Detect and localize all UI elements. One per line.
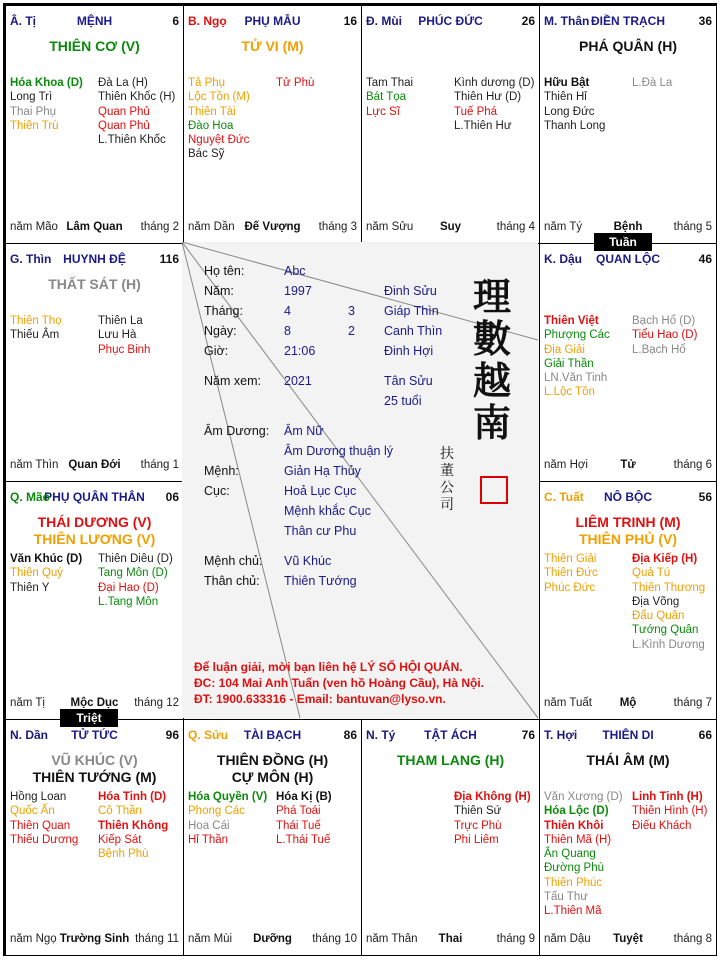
minor-star: Hóa Kị (B) bbox=[276, 791, 332, 803]
label-than-chu: Thân chủ: bbox=[204, 574, 260, 588]
footer-month: tháng 10 bbox=[312, 933, 357, 945]
contact-line-1: Để luận giải, mời bạn liên hệ LÝ SỐ HỘI QUÁN. bbox=[194, 660, 463, 674]
palace-name: TÀI BẠCH bbox=[243, 728, 302, 742]
minor-stars-left bbox=[188, 790, 267, 847]
palace-mui bbox=[361, 5, 540, 244]
value-menh: Giản Hạ Thủy bbox=[284, 464, 361, 478]
minor-star: Thanh Long bbox=[544, 119, 606, 132]
minor-star: Thiên Hư (D) bbox=[454, 91, 522, 104]
minor-stars-left bbox=[544, 552, 598, 595]
minor-star: L.Đà La bbox=[632, 77, 673, 89]
footer-month: tháng 5 bbox=[673, 221, 712, 233]
footer-year: năm Dậu bbox=[544, 933, 591, 945]
contact-line-3: ĐT: 1900.633316 - Email: bantuvan@lyso.vn. bbox=[194, 692, 446, 706]
minor-stars-right bbox=[454, 790, 531, 847]
palace-name: TỬ TỨC bbox=[71, 728, 118, 742]
value-thang: 4 bbox=[284, 304, 291, 318]
minor-star: Thiên Hình (H) bbox=[632, 805, 708, 818]
minor-stars-left bbox=[10, 790, 78, 847]
minor-star: Lộc Tồn (M) bbox=[188, 91, 250, 104]
minor-stars-right bbox=[98, 76, 175, 147]
footer-month: tháng 4 bbox=[496, 221, 535, 233]
footer-status: Tuyệt bbox=[613, 933, 643, 945]
main-stars bbox=[362, 752, 539, 769]
palace-branch: Â. Tị bbox=[10, 14, 36, 28]
label-ho-ten: Họ tên: bbox=[204, 264, 245, 278]
main-star: PHÁ QUÂN (H) bbox=[579, 38, 677, 54]
minor-star: Nguyệt Đức bbox=[188, 134, 250, 147]
palace-branch: K. Dậu bbox=[544, 252, 583, 266]
minor-star: Linh Tinh (H) bbox=[632, 791, 703, 803]
footer-status: Trường Sinh bbox=[59, 933, 130, 945]
minor-stars-left bbox=[544, 790, 623, 919]
minor-star: L.Thiên Mã bbox=[544, 905, 602, 918]
palace-tuat bbox=[539, 481, 717, 720]
minor-star: Thiên Y bbox=[10, 581, 50, 594]
minor-star: Thiên Quan bbox=[10, 819, 71, 832]
minor-stars-right bbox=[632, 790, 707, 833]
footer-status: Lâm Quan bbox=[66, 221, 123, 233]
main-stars bbox=[6, 752, 183, 786]
palace-branch: M. Thân bbox=[544, 14, 590, 28]
value-tuoi: 25 tuổi bbox=[384, 394, 422, 408]
palace-header bbox=[10, 252, 179, 268]
palace-branch: N. Tý bbox=[366, 728, 396, 742]
main-stars bbox=[184, 752, 361, 786]
calligraphy-text: 理數越南 bbox=[472, 274, 511, 445]
minor-star: Long Đức bbox=[544, 105, 595, 118]
minor-star: Bát Tọa bbox=[366, 91, 407, 104]
palace-major-period: 46 bbox=[698, 252, 712, 266]
value-gio-can-chi: Đinh Hợi bbox=[384, 344, 434, 358]
main-star: THÁI ÂM (M) bbox=[586, 752, 670, 768]
palace-header bbox=[544, 728, 712, 744]
minor-star: Quan Phủ bbox=[98, 119, 150, 132]
palace-footer bbox=[10, 459, 179, 473]
footer-year: năm Tý bbox=[544, 221, 583, 233]
palace-ty2 bbox=[361, 719, 540, 956]
minor-star: Tấu Thư bbox=[544, 891, 588, 904]
minor-star: Lực Sĩ bbox=[366, 105, 400, 118]
palace-header bbox=[366, 728, 535, 744]
main-stars bbox=[184, 38, 361, 55]
minor-stars-right bbox=[276, 76, 314, 90]
minor-star: Quan Phủ bbox=[98, 105, 150, 118]
minor-stars-left bbox=[366, 76, 413, 119]
palace-ty bbox=[5, 5, 184, 244]
minor-star: Tử Phù bbox=[276, 77, 315, 89]
palace-footer bbox=[544, 933, 712, 947]
main-stars bbox=[540, 752, 716, 769]
value-am-duong-2: Âm Dương thuận lý bbox=[284, 444, 393, 458]
footer-year: năm Tuất bbox=[544, 697, 592, 709]
minor-star: Phượng Các bbox=[544, 329, 610, 342]
minor-stars-left bbox=[10, 76, 83, 133]
palace-branch: Q. Mão bbox=[10, 490, 51, 504]
minor-star: Hồng Loan bbox=[10, 791, 67, 803]
footer-year: năm Ngọ bbox=[10, 933, 57, 945]
minor-star: Thiên Khốc (H) bbox=[98, 91, 176, 104]
palace-name: THIÊN DI bbox=[602, 728, 654, 742]
minor-star: Bạch Hổ (D) bbox=[632, 315, 696, 327]
minor-star: Giải Thần bbox=[544, 357, 594, 370]
minor-star: Thiên Phúc bbox=[544, 876, 603, 889]
palace-name: TẬT ÁCH bbox=[424, 728, 477, 742]
minor-star: Thiên Không bbox=[98, 819, 169, 832]
label-ngay: Ngày: bbox=[204, 324, 237, 338]
minor-star: Phá Toái bbox=[276, 805, 321, 818]
minor-star: Thiên Thương bbox=[632, 581, 706, 594]
minor-star: L.Kình Dương bbox=[632, 638, 705, 651]
palace-hoi bbox=[539, 719, 717, 956]
minor-star: Hóa Tinh (D) bbox=[98, 791, 167, 803]
minor-star: L.Bạch Hổ bbox=[632, 343, 686, 356]
palace-name: PHÚC ĐỨC bbox=[418, 14, 483, 28]
palace-name: MỆNH bbox=[76, 14, 113, 28]
footer-status: Dưỡng bbox=[253, 933, 292, 945]
palace-header bbox=[10, 490, 179, 506]
minor-star: Thiên Trù bbox=[10, 119, 59, 132]
label-am-duong: Âm Dương: bbox=[204, 424, 270, 438]
palace-name: QUAN LỘC bbox=[596, 252, 660, 266]
palace-name: PHỤ QUÂN THÂN bbox=[44, 490, 145, 504]
footer-month: tháng 3 bbox=[318, 221, 357, 233]
palace-name: HUYNH ĐỆ bbox=[63, 252, 126, 266]
minor-star: Kiếp Sát bbox=[98, 833, 142, 846]
minor-star: Tang Môn (D) bbox=[98, 567, 168, 580]
palace-branch: Q. Sửu bbox=[188, 728, 229, 742]
minor-star: Tướng Quân bbox=[632, 624, 699, 637]
footer-year: năm Tị bbox=[10, 697, 45, 709]
palace-header bbox=[544, 14, 712, 30]
minor-star: Điếu Khách bbox=[632, 819, 692, 832]
minor-star: Hữu Bật bbox=[544, 77, 590, 89]
palace-thin bbox=[5, 243, 184, 482]
minor-star: Địa Không (H) bbox=[454, 791, 531, 803]
minor-star: L.Tang Môn bbox=[98, 595, 159, 608]
palace-name: ĐIỀN TRẠCH bbox=[591, 14, 665, 28]
minor-stars-right bbox=[276, 790, 332, 847]
minor-star: Địa Võng bbox=[632, 595, 680, 608]
contact-line-2: ĐC: 104 Mai Anh Tuấn (ven hồ Hoàng Cầu), Hà Nội. bbox=[194, 676, 485, 690]
minor-star: Thiên Hỉ bbox=[544, 91, 587, 104]
value-am-duong: Âm Nữ bbox=[284, 424, 324, 438]
value-ngay-can-chi: Canh Thìn bbox=[384, 324, 443, 338]
label-cuc: Cục: bbox=[204, 484, 230, 498]
palace-major-period: 66 bbox=[698, 728, 712, 742]
palace-footer bbox=[544, 697, 712, 711]
palace-branch: T. Hợi bbox=[544, 728, 578, 742]
minor-star: Phục Binh bbox=[98, 343, 151, 356]
minor-stars-right bbox=[632, 76, 672, 90]
label-gio: Giờ: bbox=[204, 344, 229, 358]
main-stars bbox=[6, 38, 183, 55]
minor-stars-left bbox=[10, 314, 62, 343]
triet-marker: Triệt bbox=[60, 709, 118, 727]
value-gio: 21:06 bbox=[284, 344, 316, 358]
minor-star: Thai Phụ bbox=[10, 105, 57, 118]
minor-star: Hỉ Thần bbox=[188, 833, 229, 846]
minor-star: Thái Tuế bbox=[276, 819, 321, 832]
minor-star: Văn Khúc (D) bbox=[10, 553, 83, 565]
footer-month: tháng 12 bbox=[134, 697, 179, 709]
main-stars bbox=[540, 514, 716, 548]
label-menh-chu: Mệnh chủ: bbox=[204, 554, 263, 568]
main-star: CỰ MÔN (H) bbox=[231, 769, 314, 785]
palace-header bbox=[188, 728, 357, 744]
palace-footer bbox=[188, 221, 357, 235]
palace-branch: Đ. Mùi bbox=[366, 14, 402, 28]
minor-star: Phi Liêm bbox=[454, 833, 499, 846]
palace-major-period: 6 bbox=[172, 14, 179, 28]
palace-than bbox=[539, 5, 717, 244]
minor-star: Kình dương (D) bbox=[454, 77, 535, 89]
palace-header bbox=[10, 14, 179, 30]
palace-branch: C. Tuất bbox=[544, 490, 584, 504]
minor-star: Bệnh Phù bbox=[98, 848, 149, 861]
minor-star: L.Thiên Khốc bbox=[98, 134, 166, 147]
footer-month: tháng 7 bbox=[673, 697, 712, 709]
minor-star: Thiên La bbox=[98, 315, 143, 327]
main-stars bbox=[6, 276, 183, 293]
red-seal-stamp bbox=[480, 476, 508, 504]
value-cuc-2: Mệnh khắc Cục bbox=[284, 504, 371, 518]
palace-major-period: 76 bbox=[521, 728, 535, 742]
footer-year: năm Mùi bbox=[188, 933, 233, 945]
minor-star: Phong Các bbox=[188, 805, 245, 818]
minor-stars-right bbox=[98, 314, 150, 357]
minor-star: Ân Quang bbox=[544, 848, 596, 861]
footer-status: Mộc Dục bbox=[70, 697, 119, 709]
palace-header bbox=[544, 490, 712, 506]
main-star: THIÊN CƠ (V) bbox=[49, 38, 140, 54]
minor-star: Thiên Việt bbox=[544, 315, 599, 327]
palace-mao bbox=[5, 481, 184, 720]
minor-star: Thiên Khôi bbox=[544, 819, 604, 832]
palace-major-period: 56 bbox=[698, 490, 712, 504]
footer-status: Mộ bbox=[619, 697, 637, 709]
minor-star: L.Thái Tuế bbox=[276, 833, 331, 846]
footer-month: tháng 11 bbox=[135, 933, 179, 945]
minor-star: Hóa Quyền (V) bbox=[188, 791, 268, 803]
value-nam-xem-can-chi: Tân Sửu bbox=[384, 374, 433, 388]
palace-branch: N. Dần bbox=[10, 728, 49, 742]
palace-footer bbox=[544, 459, 712, 473]
palace-major-period: 36 bbox=[698, 14, 712, 28]
minor-star: Thiên Đức bbox=[544, 567, 598, 580]
minor-star: Lưu Hà bbox=[98, 329, 137, 342]
minor-star: L.Thiên Hư bbox=[454, 119, 512, 132]
palace-dau bbox=[539, 243, 717, 482]
label-nam: Năm: bbox=[204, 284, 234, 298]
center-info-panel bbox=[182, 242, 538, 718]
main-star: THAM LANG (H) bbox=[396, 752, 505, 768]
main-star: THIÊN ĐỒNG (H) bbox=[216, 752, 329, 768]
minor-star: Thiếu Âm bbox=[10, 329, 60, 342]
minor-star: L.Lộc Tồn bbox=[544, 386, 595, 399]
minor-star: Tuế Phá bbox=[454, 105, 498, 118]
value-ngay: 8 bbox=[284, 324, 291, 338]
main-star: VŨ KHÚC (V) bbox=[51, 752, 138, 768]
minor-star: Tiểu Hao (D) bbox=[632, 329, 698, 342]
minor-stars-left bbox=[10, 552, 82, 595]
palace-major-period: 96 bbox=[165, 728, 179, 742]
minor-star: Đẩu Quân bbox=[632, 610, 685, 623]
minor-star: Thiên Diêu (D) bbox=[98, 553, 173, 565]
palace-footer bbox=[366, 933, 535, 947]
palace-name: NÔ BỘC bbox=[604, 490, 652, 504]
palace-ngo bbox=[183, 5, 362, 244]
minor-star: Quốc Ấn bbox=[10, 805, 55, 818]
minor-star: Tam Thai bbox=[366, 77, 414, 89]
footer-month: tháng 1 bbox=[140, 459, 179, 471]
minor-star: Tả Phụ bbox=[188, 77, 226, 89]
value-than-chu: Thiên Tướng bbox=[284, 574, 357, 588]
main-star: THIÊN TƯỚNG (M) bbox=[32, 769, 157, 785]
main-star: THẤT SÁT (H) bbox=[48, 276, 141, 292]
value-thang-can-chi: Giáp Thìn bbox=[384, 304, 439, 318]
value-menh-chu: Vũ Khúc bbox=[284, 554, 332, 568]
value-cuc: Hoả Lục Cục bbox=[284, 484, 357, 498]
minor-star: Bác Sỹ bbox=[188, 148, 225, 161]
footer-month: tháng 2 bbox=[140, 221, 179, 233]
footer-year: năm Thân bbox=[366, 933, 418, 945]
tuan-marker: Tuần bbox=[594, 233, 652, 251]
minor-star: Địa Kiếp (H) bbox=[632, 553, 698, 565]
palace-major-period: 116 bbox=[159, 252, 179, 266]
minor-star: Thiên Mã (H) bbox=[544, 833, 612, 846]
minor-star: Hoa Cái bbox=[188, 819, 230, 832]
minor-star: Thiên Giải bbox=[544, 553, 597, 565]
palace-dan bbox=[5, 719, 184, 956]
palace-major-period: 26 bbox=[521, 14, 535, 28]
value-nam-can-chi: Đinh Sửu bbox=[384, 284, 437, 298]
value-cuc-3: Thân cư Phu bbox=[284, 524, 357, 538]
footer-year: năm Hợi bbox=[544, 459, 588, 471]
seal-small-text: 扶董公司 bbox=[440, 446, 454, 513]
palace-header bbox=[366, 14, 535, 30]
palace-footer bbox=[188, 933, 357, 947]
footer-status: Suy bbox=[439, 221, 462, 233]
main-star: THIÊN PHỦ (V) bbox=[579, 531, 677, 547]
main-star: LIÊM TRINH (M) bbox=[575, 514, 681, 530]
minor-star: Đà La (H) bbox=[98, 77, 148, 89]
value-ngay-am: 2 bbox=[348, 324, 355, 338]
palace-name: PHỤ MẪU bbox=[244, 14, 301, 28]
footer-month: tháng 9 bbox=[496, 933, 535, 945]
minor-star: LN.Văn Tinh bbox=[544, 372, 608, 385]
label-menh: Mệnh: bbox=[204, 464, 239, 478]
palace-footer bbox=[10, 221, 179, 235]
minor-stars-right bbox=[632, 314, 697, 357]
footer-status: Tử bbox=[620, 459, 636, 471]
minor-stars-left bbox=[544, 314, 610, 400]
minor-stars-left bbox=[188, 76, 250, 162]
value-nam-xem: 2021 bbox=[284, 374, 312, 388]
palace-branch: B. Ngọ bbox=[188, 14, 227, 28]
value-nam: 1997 bbox=[284, 284, 312, 298]
palace-major-period: 16 bbox=[343, 14, 357, 28]
value-ho-ten: Abc bbox=[284, 264, 306, 278]
footer-year: năm Sửu bbox=[366, 221, 414, 233]
minor-star: Đường Phù bbox=[544, 862, 604, 875]
minor-stars-right bbox=[632, 552, 705, 652]
main-star: THÁI DƯƠNG (V) bbox=[37, 514, 152, 530]
minor-stars-left bbox=[544, 76, 605, 133]
main-star: THIÊN LƯƠNG (V) bbox=[33, 531, 156, 547]
minor-star: Thiên Sứ bbox=[454, 805, 502, 818]
palace-suu bbox=[183, 719, 362, 956]
minor-star: Hóa Khoa (D) bbox=[10, 77, 83, 89]
label-nam-xem: Năm xem: bbox=[204, 374, 261, 388]
minor-star: Địa Giải bbox=[544, 343, 585, 356]
minor-star: Thiếu Dương bbox=[10, 833, 79, 846]
footer-status: Quan Đới bbox=[68, 459, 121, 471]
footer-year: năm Thìn bbox=[10, 459, 59, 471]
minor-star: Đại Hao (D) bbox=[98, 581, 159, 594]
minor-star: Thiên Quý bbox=[10, 567, 64, 580]
minor-stars-right bbox=[454, 76, 534, 133]
minor-star: Đào Hoa bbox=[188, 119, 234, 132]
main-star: TỬ VI (M) bbox=[241, 38, 304, 54]
footer-year: năm Mão bbox=[10, 221, 58, 233]
palace-major-period: 06 bbox=[165, 490, 179, 504]
label-thang: Tháng: bbox=[204, 304, 243, 318]
value-thang-am: 3 bbox=[348, 304, 355, 318]
footer-status: Thai bbox=[438, 933, 463, 945]
minor-stars-right bbox=[98, 552, 173, 609]
footer-month: tháng 6 bbox=[673, 459, 712, 471]
minor-star: Văn Xương (D) bbox=[544, 791, 623, 803]
footer-status: Đế Vượng bbox=[244, 221, 301, 233]
main-stars bbox=[6, 514, 183, 548]
minor-star: Hóa Lộc (D) bbox=[544, 805, 609, 818]
palace-header bbox=[188, 14, 357, 30]
minor-stars-right bbox=[98, 790, 168, 861]
minor-star: Thiên Thọ bbox=[10, 315, 62, 327]
main-stars bbox=[540, 38, 716, 55]
footer-year: năm Dần bbox=[188, 221, 235, 233]
palace-header bbox=[544, 252, 712, 268]
minor-star: Trực Phù bbox=[454, 819, 502, 832]
minor-star: Phúc Đức bbox=[544, 581, 596, 594]
minor-star: Long Trì bbox=[10, 91, 53, 104]
palace-footer bbox=[10, 933, 179, 947]
footer-month: tháng 8 bbox=[673, 933, 712, 945]
palace-major-period: 86 bbox=[343, 728, 357, 742]
palace-footer bbox=[366, 221, 535, 235]
minor-star: Quả Tú bbox=[632, 567, 671, 580]
minor-star: Cô Thần bbox=[98, 805, 142, 818]
minor-star: Thiên Tài bbox=[188, 105, 236, 118]
footer-status: Bệnh bbox=[613, 221, 643, 233]
palace-header bbox=[10, 728, 179, 744]
palace-branch: G. Thìn bbox=[10, 252, 52, 266]
